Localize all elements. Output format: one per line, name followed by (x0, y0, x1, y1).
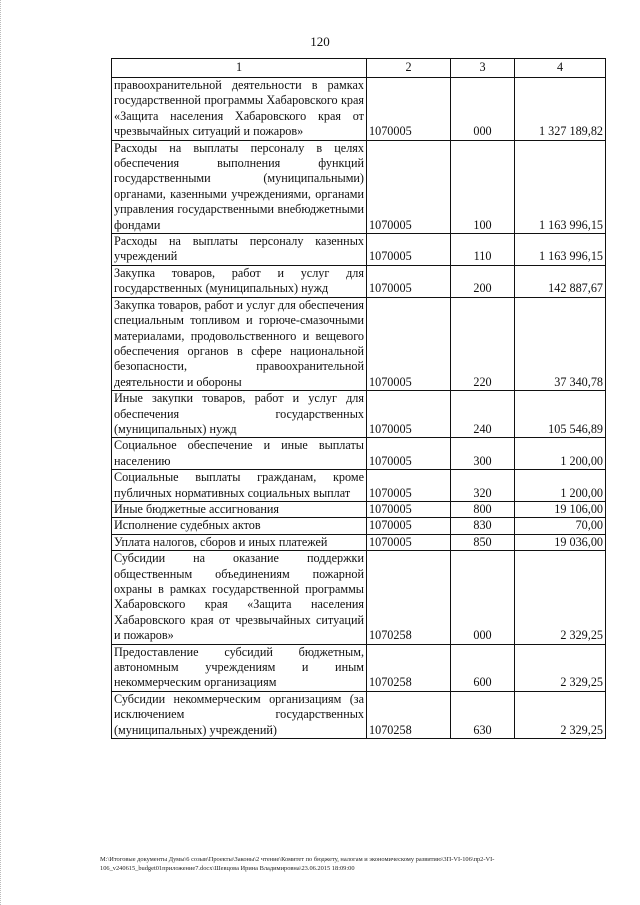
table-row (112, 391, 606, 438)
row-vr: 000 (451, 551, 515, 644)
row-name: Расходы на выплаты персоналу казенных учреждений (112, 234, 367, 266)
row-vr: 200 (451, 265, 515, 297)
scan-edge (0, 0, 5, 905)
row-name: Расходы на выплаты персоналу в целях обеспечения выполнения функций государственными (муниципальными) органами, казенными учреждениями, органами управления государственными внебюджетными фондами (112, 140, 367, 233)
row-csr: 1070005 (367, 391, 451, 438)
row-csr: 1070005 (367, 78, 451, 141)
page-number: 120 (310, 34, 330, 49)
document-path-footer (100, 855, 615, 873)
row-amount: 1 200,00 (515, 438, 606, 470)
table-row (112, 644, 606, 691)
row-name: Социальные выплаты гражданам, кроме публичных нормативных социальных выплат (112, 470, 367, 502)
table-row (112, 501, 606, 517)
column-header-csr: 2 (367, 59, 451, 78)
row-name: Уплата налогов, сборов и иных платежей (112, 534, 367, 550)
table-row (112, 265, 606, 297)
table-row (112, 551, 606, 644)
footer-path-line-2: 106_v240615_budget01приложение7.docx\Шевцова Ирина Владимировна\23.06.2015 18:09:00 (100, 865, 355, 872)
row-name: Иные закупки товаров, работ и услуг для обеспечения государственных (муниципальных) нужд (112, 391, 367, 438)
row-amount: 70,00 (515, 518, 606, 534)
table-row (112, 297, 606, 390)
row-amount: 1 327 189,82 (515, 78, 606, 141)
row-vr: 830 (451, 518, 515, 534)
budget-table (111, 58, 606, 739)
row-vr: 100 (451, 140, 515, 233)
row-vr: 000 (451, 78, 515, 141)
row-name: Иные бюджетные ассигнования (112, 501, 367, 517)
row-amount: 105 546,89 (515, 391, 606, 438)
row-name: Закупка товаров, работ и услуг для обеспечения специальным топливом и горюче-смазочными материалами, продовольственного и вещевого обеспечения органов в сфере национальной безопасности, правоохранительной деятельности и обороны (112, 297, 367, 390)
row-csr: 1070005 (367, 501, 451, 517)
row-csr: 1070005 (367, 297, 451, 390)
table-row (112, 78, 606, 141)
table-row (112, 518, 606, 534)
row-csr: 1070258 (367, 644, 451, 691)
row-csr: 1070005 (367, 534, 451, 550)
row-csr: 1070005 (367, 265, 451, 297)
row-csr: 1070258 (367, 691, 451, 738)
row-amount: 37 340,78 (515, 297, 606, 390)
row-amount: 2 329,25 (515, 551, 606, 644)
row-name: Предоставление субсидий бюджетным, автономным учреждениям и иным некоммерческим организациям (112, 644, 367, 691)
column-header-amount: 4 (515, 59, 606, 78)
row-vr: 240 (451, 391, 515, 438)
table-row (112, 140, 606, 233)
row-name: Субсидии некоммерческим организациям (за исключением государственных (муниципальных) учреждений) (112, 691, 367, 738)
row-name: Социальное обеспечение и иные выплаты населению (112, 438, 367, 470)
footer-path-line-1: M:\Итоговые документы Думы\6 созыв\Проекты\Законы\2 чтение\Комитет по бюджету, налогам и экономическому развитию\3П-VI-106\пр2-VI- (100, 856, 495, 863)
table-row (112, 470, 606, 502)
row-csr: 1070005 (367, 518, 451, 534)
table-row (112, 234, 606, 266)
table-row (112, 534, 606, 550)
row-name: правоохранительной деятельности в рамках государственной программы Хабаровского края «Защита населения Хабаровского края от чрезвычайных ситуаций и пожаров» (112, 78, 367, 141)
row-amount: 19 036,00 (515, 534, 606, 550)
table-row (112, 691, 606, 738)
row-amount: 1 200,00 (515, 470, 606, 502)
row-vr: 630 (451, 691, 515, 738)
row-name: Субсидии на оказание поддержки общественным объединениям пожарной охраны в рамках государственной программы Хабаровского края «Защита населения Хабаровского края от чрезвычайных ситуаций и пожаров» (112, 551, 367, 644)
row-csr: 1070005 (367, 438, 451, 470)
row-amount: 2 329,25 (515, 691, 606, 738)
row-amount: 1 163 996,15 (515, 234, 606, 266)
row-amount: 142 887,67 (515, 265, 606, 297)
row-csr: 1070005 (367, 470, 451, 502)
row-vr: 800 (451, 501, 515, 517)
row-csr: 1070005 (367, 234, 451, 266)
row-vr: 220 (451, 297, 515, 390)
table-row (112, 438, 606, 470)
row-csr: 1070258 (367, 551, 451, 644)
row-vr: 110 (451, 234, 515, 266)
row-name: Закупка товаров, работ и услуг для государственных (муниципальных) нужд (112, 265, 367, 297)
row-vr: 320 (451, 470, 515, 502)
row-name: Исполнение судебных актов (112, 518, 367, 534)
row-vr: 300 (451, 438, 515, 470)
row-amount: 1 163 996,15 (515, 140, 606, 233)
row-vr: 600 (451, 644, 515, 691)
column-header-name: 1 (112, 59, 367, 78)
row-csr: 1070005 (367, 140, 451, 233)
row-amount: 2 329,25 (515, 644, 606, 691)
column-header-vr: 3 (451, 59, 515, 78)
row-vr: 850 (451, 534, 515, 550)
row-amount: 19 106,00 (515, 501, 606, 517)
table-header-row (112, 59, 606, 78)
